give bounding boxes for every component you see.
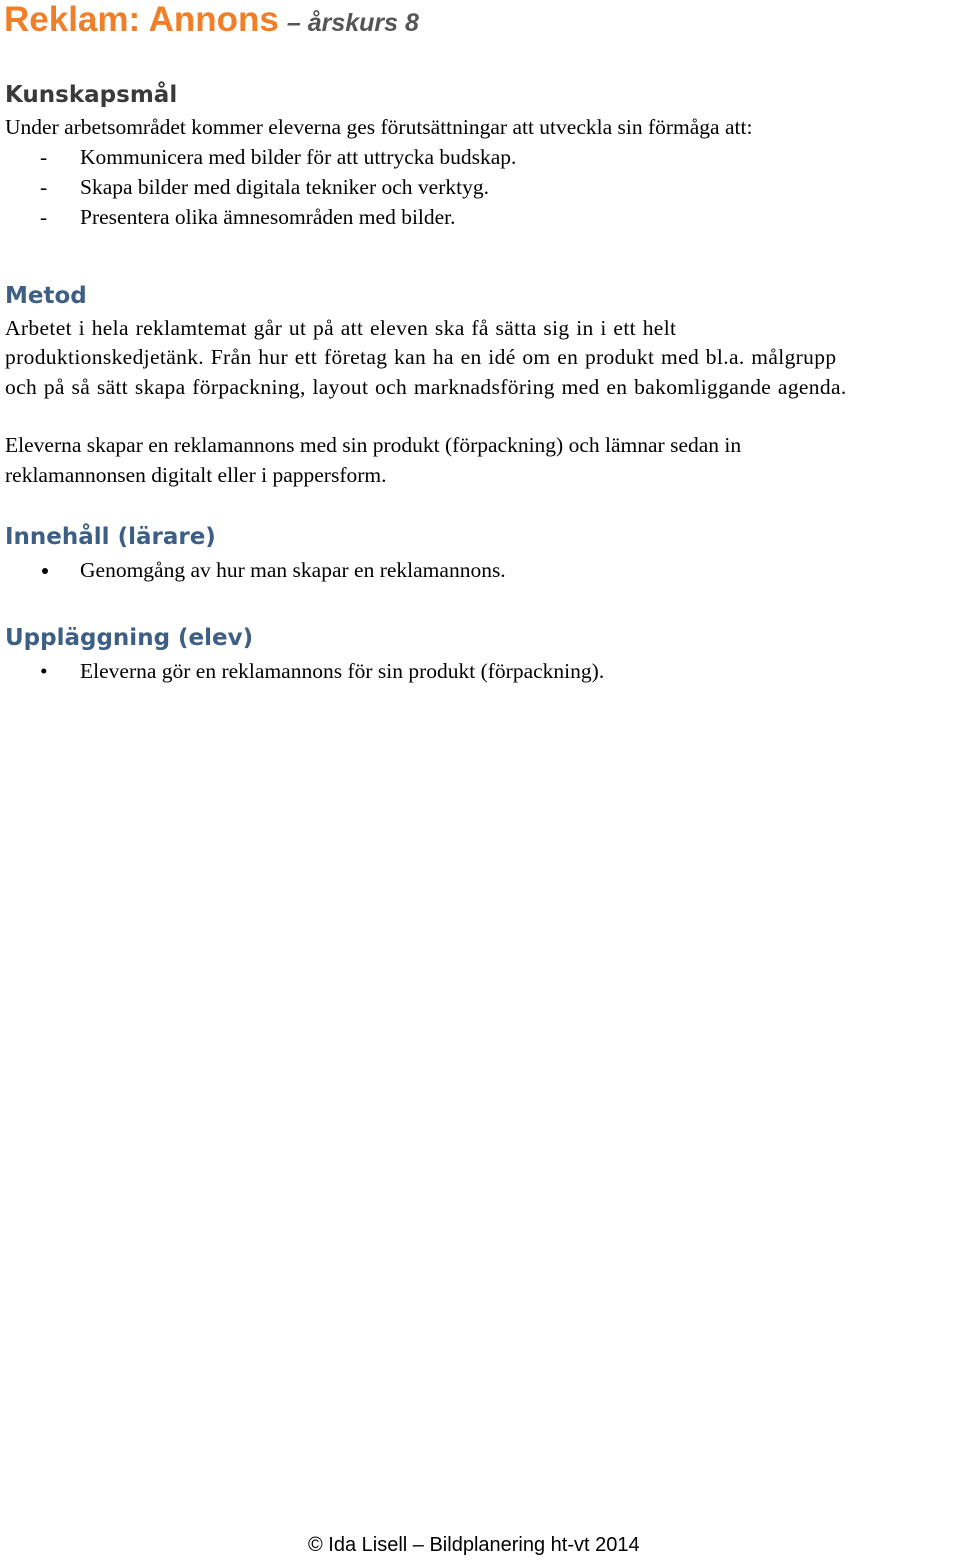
title-grade: – årskurs 8 — [286, 9, 419, 37]
title-main: Reklam: Annons — [4, 0, 279, 39]
heading-innehall: Innehåll (lärare) — [5, 524, 216, 550]
bullet-marker: • — [40, 659, 48, 683]
list-item-text: Genomgång av hur man skapar en reklamannons. — [80, 558, 506, 582]
metod-paragraph-line: reklamannonsen digitalt eller i pappersform. — [5, 463, 387, 487]
metod-line: och på så sätt skapa förpackning, layout och marknadsföring med en bakomliggande agenda. — [5, 375, 847, 399]
heading-upplaggning: Uppläggning (elev) — [5, 625, 254, 651]
metod-line: produktionskedjetänk. Från hur ett företag kan ha en idé om en produkt med bl.a. målgrupp — [5, 345, 837, 369]
bullet-icon — [42, 568, 48, 574]
footer-copyright: © Ida Lisell – Bildplanering ht-vt 2014 — [308, 1534, 640, 1556]
kunskapsmal-intro: Under arbetsområdet kommer eleverna ges förutsättningar att utveckla sin förmåga att: — [5, 115, 753, 139]
list-item-text: Skapa bilder med digitala tekniker och verktyg. — [80, 175, 489, 199]
list-item-text: Kommunicera med bilder för att uttrycka budskap. — [80, 145, 517, 169]
metod-paragraph-line: Eleverna skapar en reklamannons med sin produkt (förpackning) och lämnar sedan in — [5, 433, 742, 457]
dash-marker: - — [40, 205, 48, 229]
metod-line: Arbetet i hela reklamtemat går ut på att eleven ska få sätta sig in i ett helt — [5, 316, 677, 340]
list-item-text: Eleverna gör en reklamannons för sin produkt (förpackning). — [80, 659, 605, 683]
heading-kunskapsmal: Kunskapsmål — [5, 82, 178, 108]
dash-marker: - — [40, 175, 48, 199]
list-item-text: Presentera olika ämnesområden med bilder. — [80, 205, 456, 229]
page-title — [4, 0, 419, 43]
dash-marker: - — [40, 145, 48, 169]
heading-metod: Metod — [5, 283, 87, 309]
